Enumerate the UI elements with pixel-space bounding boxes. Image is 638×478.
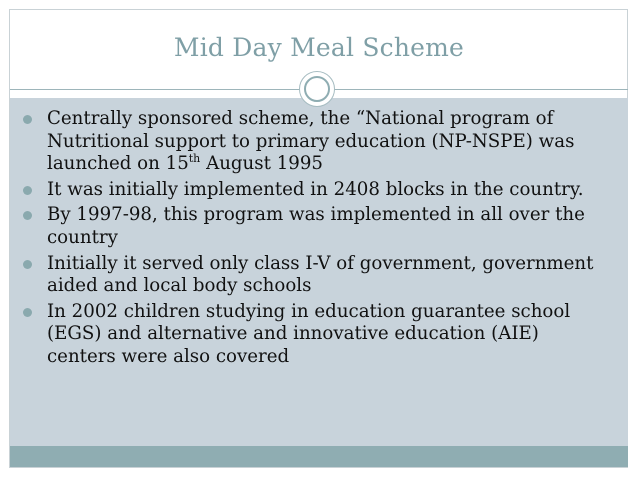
bullet-item-3 xyxy=(20,204,605,249)
bullet-text: By 1997-98, this program was implemented in all over the country xyxy=(47,204,585,248)
circle-ornament-inner xyxy=(304,76,330,102)
bullet-dot-icon xyxy=(23,260,32,269)
circle-ornament-icon xyxy=(299,71,335,107)
bullet-dot-icon xyxy=(23,308,32,317)
bullet-item-2 xyxy=(20,179,605,202)
bullet-text: In 2002 children studying in education guarantee school (EGS) and alternative and innovative education (AIE) centers were also covered xyxy=(47,300,571,367)
bullet-text: Initially it served only class I-V of government, government aided and local body schools xyxy=(47,252,594,297)
bullet-text: It was initially implemented in 2408 blocks in the country. xyxy=(47,178,584,200)
bullet-dot-icon xyxy=(23,211,32,220)
bullet-dot-icon xyxy=(23,115,32,124)
slide-title: Mid Day Meal Scheme xyxy=(173,33,465,62)
bullet-item-1 xyxy=(20,108,605,176)
bullet-item-4 xyxy=(20,253,605,298)
bullet-text-tail: August 1995 xyxy=(200,153,323,175)
footer-bar xyxy=(10,446,628,467)
bullet-list xyxy=(20,108,605,372)
ordinal-suffix: th xyxy=(188,152,201,166)
bullet-item-5 xyxy=(20,301,605,369)
bullet-text: Centrally sponsored scheme, the “National program of Nutritional support to primary education (NP-NSPE) was launched on 15 xyxy=(47,108,575,175)
bullet-dot-icon xyxy=(23,186,32,195)
